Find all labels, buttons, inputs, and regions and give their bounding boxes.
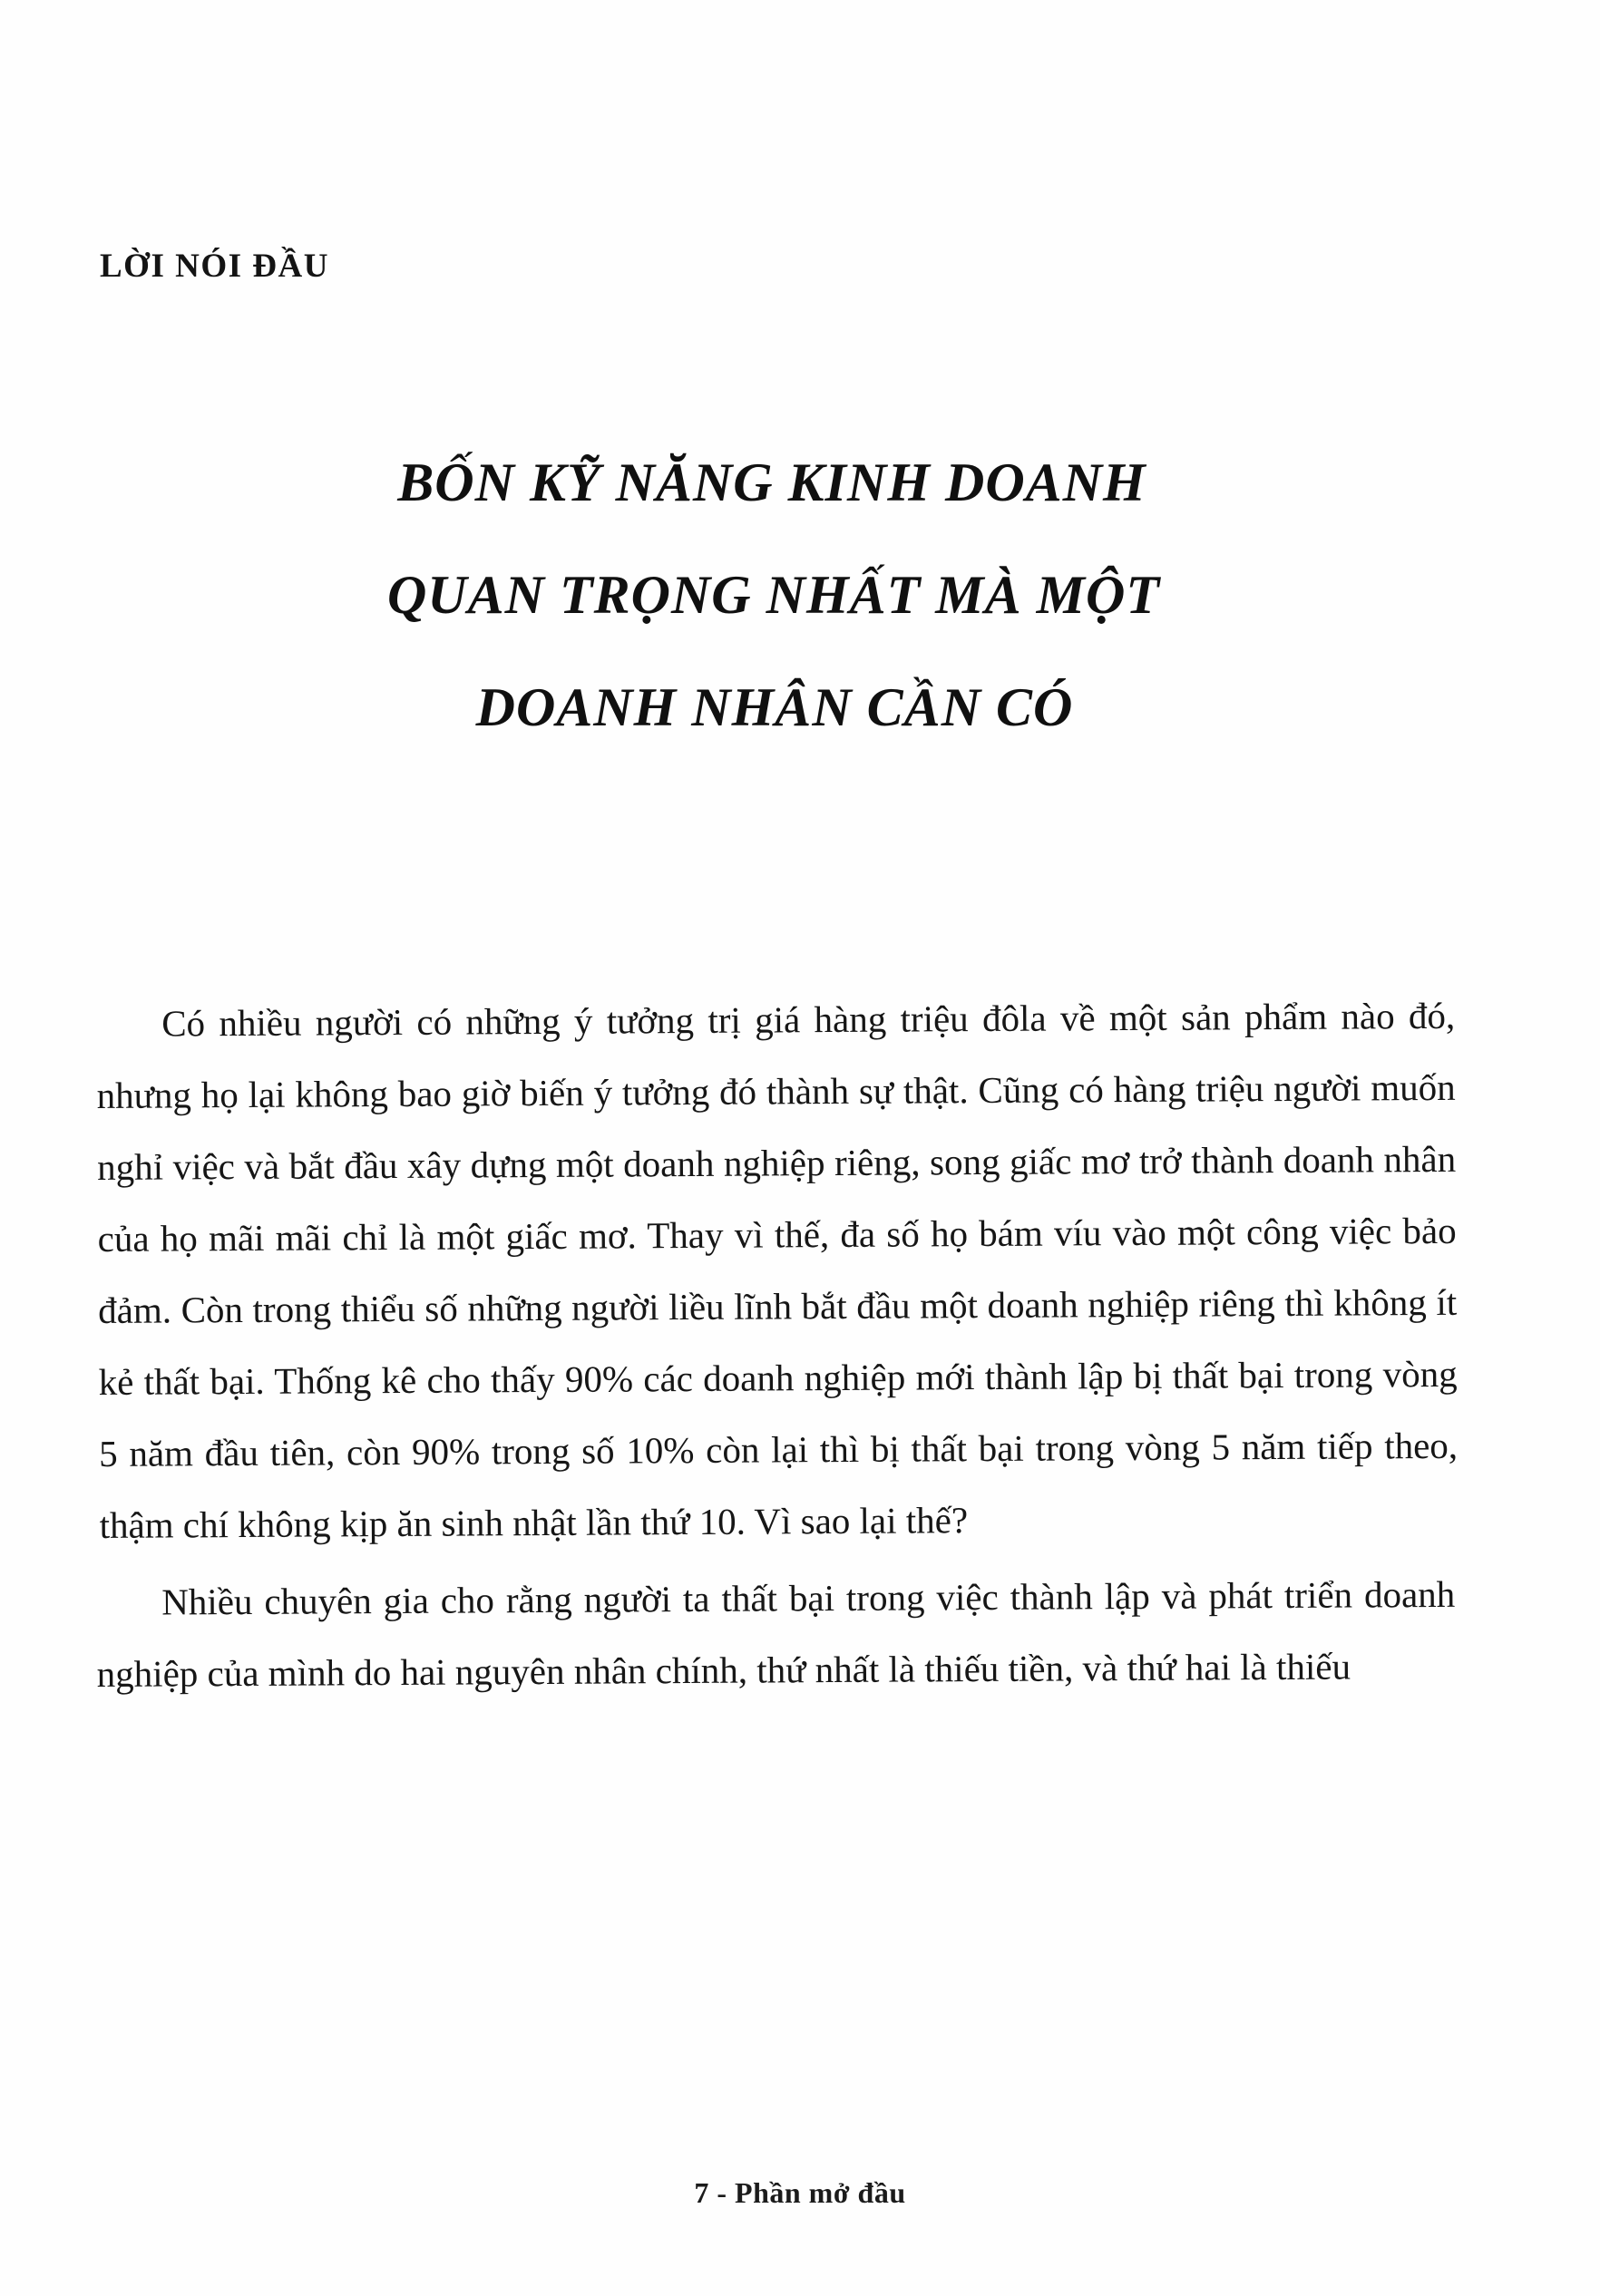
chapter-title-line-1: BỐN KỸ NĂNG KINH DOANH	[397, 452, 1146, 512]
paragraph-2: Nhiều chuyên gia cho rằng người ta thất bại trong việc thành lập và phát triển doanh nghiệp của mình do hai nguyên nhân chính, thứ nhất là thiếu tiền, và thứ hai là thiếu	[96, 1572, 1456, 1695]
paragraph-1: Có nhiều người có những ý tưởng trị giá hàng triệu đôla về một sản phẩm nào đó, nhưng họ lại không bao giờ biến ý tưởng đó thành sự thật. Cũng có hàng triệu người muốn nghỉ việc và bắt đầu xây dựng một doanh nghiệp riêng, song giấc mơ trở thành doanh nhân của họ mãi mãi chỉ là một giấc mơ. Thay vì thế, đa số họ bám víu vào một công việc bảo đảm. Còn trong thiểu số những người liều lĩnh bắt đầu một doanh nghiệp riêng thì không ít kẻ thất bại. Thống kê cho thấy 90% các doanh nghiệp mới thành lập bị thất bại trong vòng 5 năm đầu tiên, còn 90% trong số 10% còn lại thì bị thất bại trong vòng 5 năm tiếp theo, thậm chí không kịp ăn sinh nhật lần thứ 10. Vì sao lại thế?	[96, 994, 1459, 1546]
chapter-title-line-2: QUAN TRỌNG NHẤT MÀ MỘT	[386, 565, 1161, 625]
chapter-title	[87, 426, 1448, 764]
section-label: LỜI NÓI ĐẦU	[100, 248, 329, 285]
chapter-title-line-3: DOANH NHÂN CẦN CÓ	[475, 677, 1074, 737]
page-content	[87, 0, 1513, 2296]
page-footer	[87, 2176, 1513, 2210]
body-text	[96, 988, 1459, 1710]
footer-label: 7 - Phần mở đầu	[694, 2176, 906, 2209]
